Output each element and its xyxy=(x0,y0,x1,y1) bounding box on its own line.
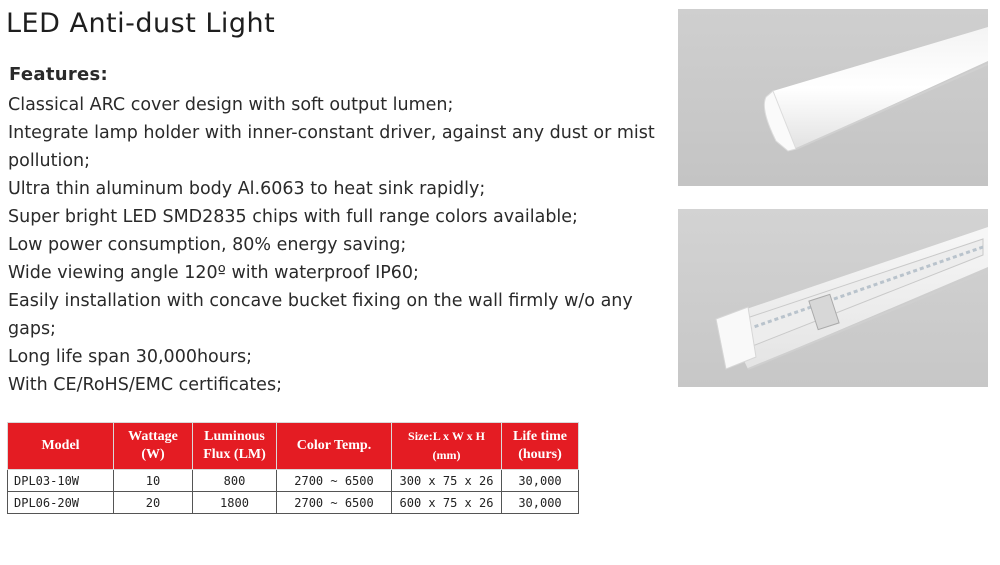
feature-item: Wide viewing angle 120º with waterproof IP60; xyxy=(8,263,419,283)
feature-item: Low power consumption, 80% energy saving; xyxy=(8,235,407,255)
spec-table xyxy=(7,422,579,514)
cell-wattage: 10 xyxy=(114,470,193,492)
table-row xyxy=(8,492,579,514)
feature-item: Classical ARC cover design with soft output lumen; xyxy=(8,95,454,115)
header-model: Model xyxy=(8,423,114,470)
feature-item: Easily installation with concave bucket fixing on the wall firmly w/o any gaps; xyxy=(8,291,633,339)
led-light-cover-illustration xyxy=(678,9,988,186)
features-list xyxy=(8,91,668,399)
cell-wattage: 20 xyxy=(114,492,193,514)
feature-item: Long life span 30,000hours; xyxy=(8,347,253,367)
header-wattage: Wattage (W) xyxy=(114,423,193,470)
cell-flux: 800 xyxy=(193,470,277,492)
cell-size: 600 x 75 x 26 xyxy=(392,492,502,514)
cell-model: DPL03-10W xyxy=(8,470,114,492)
cell-model: DPL06-20W xyxy=(8,492,114,514)
features-heading: Features: xyxy=(9,64,109,85)
cell-life: 30,000 xyxy=(502,470,579,492)
cell-flux: 1800 xyxy=(193,492,277,514)
feature-item: With CE/RoHS/EMC certificates; xyxy=(8,375,282,395)
led-light-open-illustration xyxy=(678,209,988,387)
cell-size: 300 x 75 x 26 xyxy=(392,470,502,492)
header-size: Size:L x W x H (mm) xyxy=(392,423,502,470)
header-life-time: Life time (hours) xyxy=(502,423,579,470)
header-luminous-flux: Luminous Flux (LM) xyxy=(193,423,277,470)
table-row xyxy=(8,470,579,492)
cell-color-temp: 2700 ~ 6500 xyxy=(277,470,392,492)
product-photo-cover xyxy=(678,9,988,186)
product-photo-open xyxy=(678,209,988,387)
page-title: LED Anti-dust Light xyxy=(6,8,276,39)
feature-item: Integrate lamp holder with inner-constant driver, against any dust or mist pollution; xyxy=(8,123,655,171)
header-color-temp: Color Temp. xyxy=(277,423,392,470)
cell-color-temp: 2700 ~ 6500 xyxy=(277,492,392,514)
feature-item: Ultra thin aluminum body Al.6063 to heat sink rapidly; xyxy=(8,179,486,199)
table-header-row xyxy=(8,423,579,470)
cell-life: 30,000 xyxy=(502,492,579,514)
feature-item: Super bright LED SMD2835 chips with full range colors available; xyxy=(8,207,578,227)
